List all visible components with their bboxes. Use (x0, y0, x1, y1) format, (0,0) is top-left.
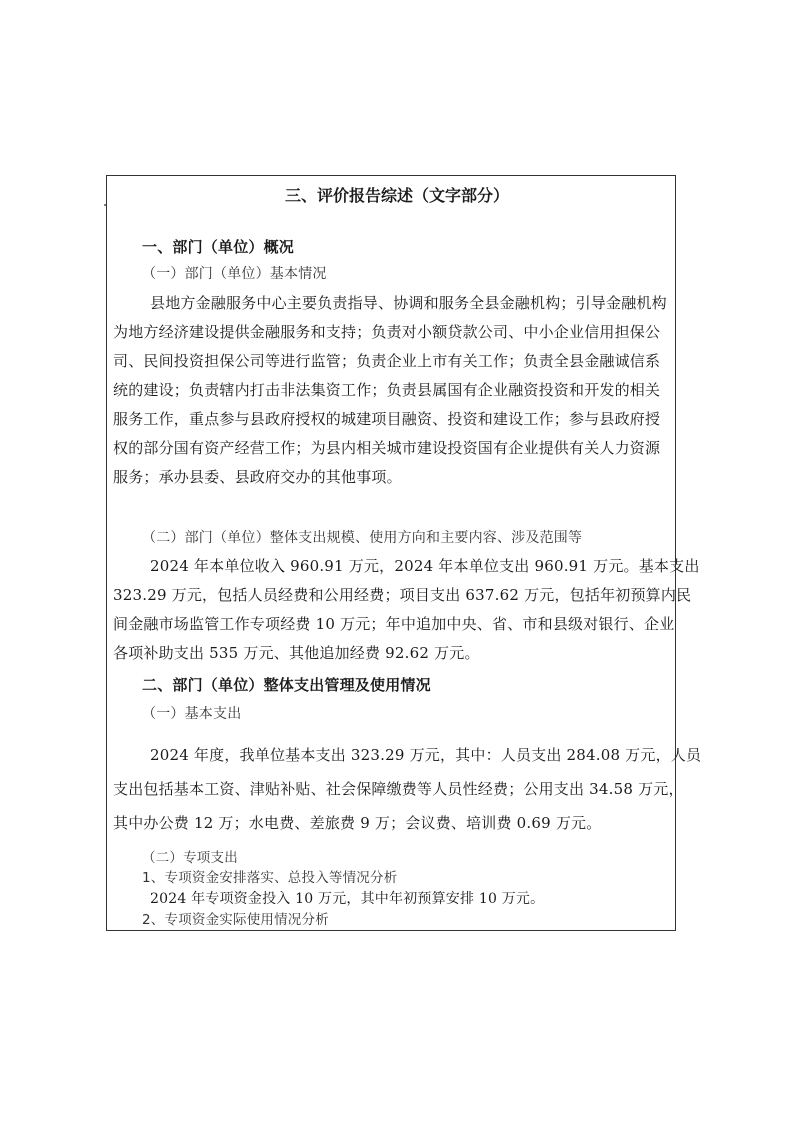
paragraph-line: 支出包括基本工资、津贴补贴、社会保障缴费等人员性经费；公用支出 34.58 万元， (113, 780, 684, 798)
paragraph-line: 服务；承办县委、县政府交办的其他事项。 (113, 468, 402, 486)
paragraph-line: 服务工作，重点参与县政府授权的城建项目融资、投资和建设工作；参与县政府授 (113, 410, 661, 428)
paragraph-line: 为地方经济建设提供金融服务和支持；负责对小额贷款公司、中小企业信用担保公 (113, 323, 661, 341)
page-title: 三、评价报告综述（文字部分） (284, 186, 509, 205)
section-heading-management: 二、部门（单位）整体支出管理及使用情况 (142, 676, 431, 694)
subsection-heading-basic-expenditure: （一）基本支出 (142, 706, 242, 722)
subsection-heading-basic-info: （一）部门（单位）基本情况 (142, 266, 327, 282)
paragraph-line: 2024 年本单位收入 960.91 万元，2024 年本单位支出 960.91 万元。基本支出 (150, 557, 700, 575)
paragraph-line: 司、民间投资担保公司等进行监管；负责企业上市有关工作；负责全县金融诚信系 (113, 352, 661, 370)
subsection-heading-expenditure-scale: （二）部门（单位）整体支出规模、使用方向和主要内容、涉及范围等 (142, 530, 583, 546)
paragraph-line: 323.29 万元，包括人员经费和公用经费；项目支出 637.62 万元，包括年初预算内民 (113, 586, 692, 604)
paragraph-line: 各项补助支出 535 万元、其他追加经费 92.62 万元。 (113, 644, 480, 662)
paragraph-line: 统的建设；负责辖内打击非法集资工作；负责县属国有企业融资投资和开发的相关 (113, 381, 661, 399)
paragraph-line: 间金融市场监管工作专项经费 10 万元；年中追加中央、省、市和县级对银行、企业 (113, 615, 675, 633)
list-item: 2、专项资金实际使用情况分析 (142, 912, 329, 928)
list-item: 1、专项资金安排落实、总投入等情况分析 (142, 870, 398, 886)
subsection-heading-special-expenditure: （二）专项支出 (142, 850, 238, 866)
paragraph-line: 2024 年专项资金投入 10 万元，其中年初预算安排 10 万元。 (150, 891, 545, 907)
section-heading-overview: 一、部门（单位）概况 (142, 238, 295, 256)
paragraph-line: 2024 年度，我单位基本支出 323.29 万元，其中：人员支出 284.08 万元，人员 (150, 746, 702, 764)
paragraph-line: 权的部分国有资产经营工作；为县内相关城市建设投资国有企业提供有关人力资源 (113, 439, 661, 457)
paragraph-line: 县地方金融服务中心主要负责指导、协调和服务全县金融机构；引导金融机构 (150, 294, 667, 312)
paragraph-line: 其中办公费 12 万；水电费、差旅费 9 万；会议费、培训费 0.69 万元。 (113, 814, 602, 832)
